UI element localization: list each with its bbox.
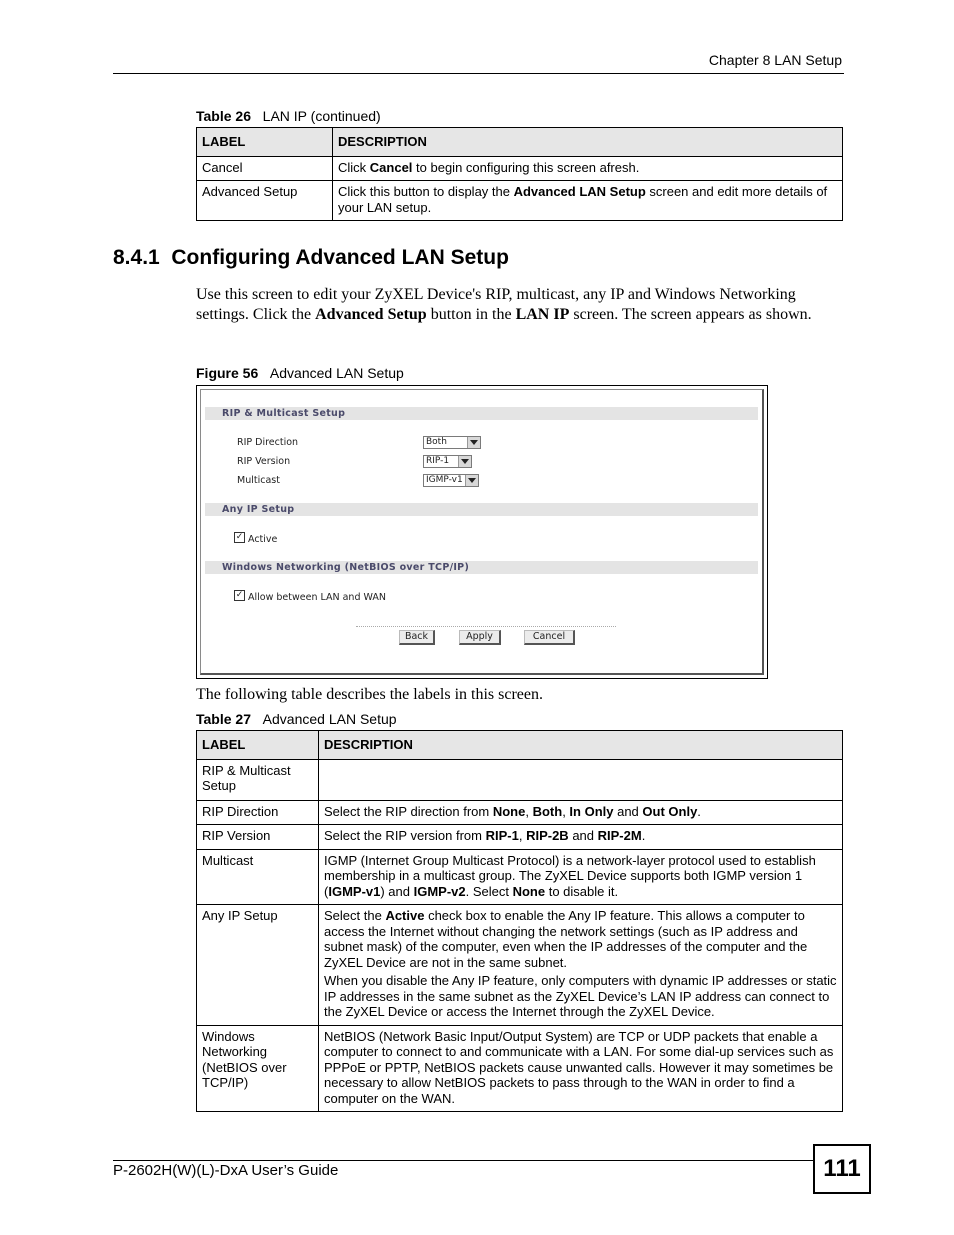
desc-run: and — [613, 803, 643, 819]
table27-caption-title: Advanced LAN Setup — [262, 711, 397, 727]
table26-caption-number: Table 26 — [196, 108, 251, 124]
rip-version-value: RIP-1 — [426, 456, 450, 466]
section-heading: 8.4.1 Configuring Advanced LAN Setup — [113, 246, 509, 269]
row-label: RIP & Multicast Setup — [197, 759, 319, 800]
row-description — [333, 181, 843, 221]
description-paragraph — [324, 973, 837, 1020]
rip-direction-label: RIP Direction — [237, 437, 299, 448]
desc-run: to disable it. — [545, 883, 619, 899]
desc-run: check box to enable the Any IP feature. This allows a computer to access the Internet without changing the network settings (such as IP address and subnet mask) of the computer, even when the IP addresses of the computer and the ZyXEL Device are not in the same subnet. — [324, 908, 808, 970]
desc-run: Both — [532, 803, 563, 819]
rip-version-select[interactable] — [423, 455, 472, 468]
table26 — [196, 127, 843, 221]
table27-intro: The following table describes the labels in this screen. — [196, 686, 544, 703]
desc-run: RIP-2M — [597, 828, 642, 843]
table27-col-label: LABEL — [197, 731, 319, 760]
desc-run: RIP-2B — [526, 828, 569, 843]
chapter-header: Chapter 8 LAN Setup — [708, 52, 842, 68]
windows-networking-section-title: Windows Networking (NetBIOS over TCP/IP) — [222, 562, 470, 573]
desc-run: NetBIOS (Network Basic Input/Output System) are TCP or UDP packets that enable a computer to connect to and communicate with a LAN. For some dial-up services such as PPPoE or PPTP, NetBIOS packets cause unwanted calls. However it may sometimes be necessary to allow NetBIOS packets to pass through to the WAN in order to find a computer on the WAN. — [324, 1028, 834, 1106]
desc-run: IGMP-v1 — [328, 883, 381, 899]
desc-run: ) and — [380, 883, 414, 899]
button-divider — [356, 626, 616, 627]
windows-networking-section-bar — [205, 561, 758, 574]
checkmark-icon: ✓ — [235, 532, 244, 542]
description-paragraph — [324, 853, 837, 900]
row-label: RIP Version — [197, 825, 319, 850]
rip-multicast-section-bar — [205, 407, 758, 420]
footer-rule — [113, 1160, 813, 1161]
desc-run: Select the RIP direction from — [324, 803, 493, 819]
guide-title: P-2602H(W)(L)-DxA User’s Guide — [113, 1162, 339, 1179]
row-label: RIP Direction — [197, 800, 319, 825]
figure-caption-title: Advanced LAN Setup — [269, 365, 404, 381]
table26-caption — [196, 108, 381, 124]
row-description — [319, 1025, 843, 1112]
rip-version-label: RIP Version — [237, 456, 291, 467]
desc-run: Select the — [324, 908, 386, 923]
cancel-button[interactable]: Cancel — [524, 630, 575, 645]
table26-col-desc: DESCRIPTION — [333, 128, 843, 157]
row-description — [319, 905, 843, 1026]
desc-run: Out Only — [642, 803, 698, 819]
table-row — [197, 156, 843, 181]
desc-run: Click this button to display the — [338, 184, 514, 199]
intro-run: button in the — [426, 306, 516, 323]
desc-run: . Select — [465, 883, 513, 899]
desc-run: When you disable the Any IP feature, only computers with dynamic IP addresses or static IP addresses in the same subnet as the ZyXEL Device’s LAN IP address can connect to the ZyXEL Device or access the Internet through the ZyXEL Device. — [324, 973, 837, 1019]
advanced-lan-setup-screenshot — [196, 385, 768, 679]
apply-button[interactable]: Apply — [459, 630, 501, 645]
desc-run: . — [641, 828, 646, 843]
desc-run: Active — [385, 908, 425, 923]
table27-caption-number: Table 27 — [196, 711, 251, 727]
table-row — [197, 181, 843, 221]
rip-direction-value: Both — [426, 437, 447, 447]
screenshot-frame — [200, 389, 764, 675]
desc-run: None — [512, 883, 546, 899]
desc-run: , — [562, 803, 570, 819]
row-label: Multicast — [197, 849, 319, 905]
intro-run: Advanced Setup — [315, 306, 427, 323]
description-paragraph — [324, 828, 837, 844]
checkmark-icon: ✓ — [235, 590, 244, 600]
intro-run: LAN IP — [515, 306, 570, 323]
row-description — [319, 825, 843, 850]
table26-caption-title: LAN IP (continued) — [262, 108, 381, 124]
any-ip-section-title: Any IP Setup — [222, 504, 295, 515]
multicast-select[interactable] — [423, 474, 479, 487]
desc-run: Click — [338, 159, 370, 175]
chevron-down-icon — [465, 475, 478, 486]
desc-run: None — [492, 803, 526, 819]
figure-caption-number: Figure 56 — [196, 365, 259, 381]
intro-run: screen. The screen appears as shown. — [569, 306, 812, 323]
desc-run: IGMP (Internet Group Multicast Protocol) is a network-layer protocol used to establish membership in a multicast group. The ZyXEL Device supports both IGMP version 1 ( — [324, 852, 816, 899]
table27-col-desc: DESCRIPTION — [319, 731, 843, 760]
desc-run: Cancel — [369, 159, 413, 175]
active-checkbox[interactable] — [234, 532, 245, 543]
row-description — [333, 156, 843, 181]
desc-run: Advanced LAN Setup — [513, 184, 646, 199]
any-ip-section-bar — [205, 503, 758, 516]
desc-run: , — [518, 828, 527, 843]
row-label: Any IP Setup — [197, 905, 319, 1026]
table-row — [197, 849, 843, 905]
desc-run: to begin configuring this screen afresh. — [412, 159, 640, 175]
table-row — [197, 825, 843, 850]
back-button[interactable]: Back — [399, 630, 435, 645]
table-row — [197, 800, 843, 825]
description-paragraph — [324, 1029, 837, 1107]
table-row — [197, 905, 843, 1026]
figure-caption — [196, 365, 404, 381]
table26-col-label: LABEL — [197, 128, 333, 157]
desc-run: RIP-1 — [485, 828, 519, 843]
row-label: Windows Networking (NetBIOS over TCP/IP) — [197, 1025, 319, 1112]
table27 — [196, 730, 843, 1112]
multicast-label: Multicast — [237, 475, 280, 486]
page-number: 111 — [813, 1144, 871, 1194]
description-paragraph — [324, 804, 837, 820]
description-paragraph — [324, 908, 837, 970]
intro-run: Use this screen to edit your ZyXEL Device's RIP, multicast, any IP and Windows Networking settings. Click the — [196, 286, 796, 323]
desc-run: IGMP-v2 — [413, 883, 466, 899]
table27-caption — [196, 711, 397, 727]
active-label: Active — [248, 534, 278, 545]
desc-run: screen and edit more details of your LAN setup. — [338, 184, 828, 215]
header-rule — [113, 73, 844, 74]
row-description — [319, 800, 843, 825]
desc-run: Select the RIP version from — [324, 828, 486, 843]
allow-lan-wan-label: Allow between LAN and WAN — [248, 592, 386, 603]
table-row — [197, 1025, 843, 1112]
desc-run: In Only — [569, 803, 614, 819]
desc-run: , — [525, 803, 533, 819]
row-description — [319, 849, 843, 905]
allow-lan-wan-checkbox[interactable] — [234, 590, 245, 601]
table-row — [197, 759, 843, 800]
section-intro — [196, 285, 846, 325]
multicast-value: IGMP-v1 — [426, 475, 463, 485]
row-label: Advanced Setup — [197, 181, 333, 221]
chevron-down-icon — [467, 437, 480, 448]
row-label: Cancel — [197, 156, 333, 181]
rip-direction-select[interactable] — [423, 436, 481, 449]
desc-run: and — [568, 828, 598, 843]
rip-multicast-section-title: RIP & Multicast Setup — [222, 408, 346, 419]
desc-run: . — [697, 803, 701, 819]
chevron-down-icon — [458, 456, 471, 467]
row-description — [319, 759, 843, 800]
